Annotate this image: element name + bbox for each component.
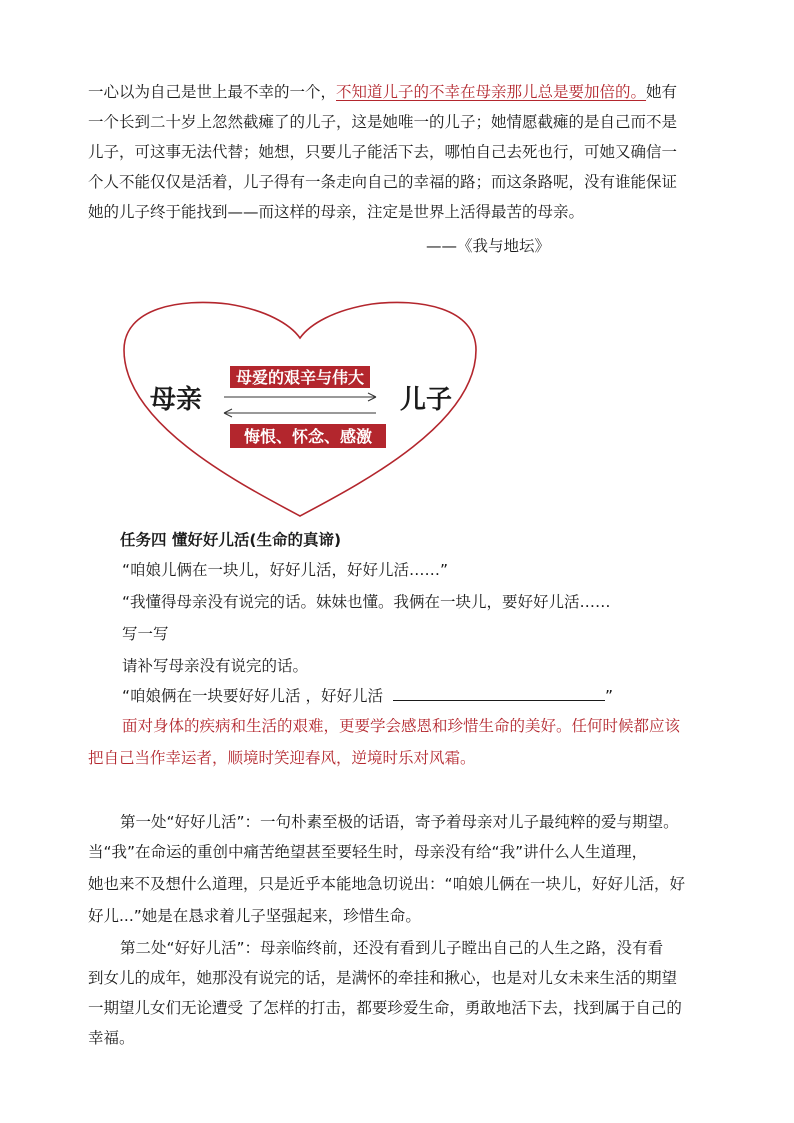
- answer-line-1: 面对身体的疾病和生活的艰难，更要学会感恩和珍惜生命的美好。任何时候都应该: [122, 717, 681, 735]
- quote-son: “我懂得母亲没有说完的话。妹妹也懂。我俩在一块儿，要好好儿活……: [122, 593, 611, 611]
- analysis-p1-line-3: 她也来不及想什么道理，只是近乎本能地急切说出：“咱娘儿俩在一块儿，好好儿活，好: [88, 875, 686, 893]
- answer-line-2: 把自己当作幸运者，顺境时笑迎春风，逆境时乐对风霜。: [88, 749, 476, 767]
- quote-line-1: [88, 82, 708, 102]
- analysis-p1-line-1: 第一处“好好儿活”：一句朴素至极的话语，寄予着母亲对儿子最纯粹的爱与期望。: [120, 813, 679, 831]
- analysis-p1-line-2: 当“我”在命运的重创中痛苦绝望甚至要轻生时，母亲没有给“我”讲什么人生道理，: [88, 843, 648, 861]
- task-heading: 任务四 懂好好儿活(生命的真谛): [120, 531, 342, 549]
- quote-line-3: 儿子，可这事无法代替；她想，只要儿子能活下去，哪怕自己去死也行，可她又确信一: [88, 143, 678, 161]
- fill-text: “咱娘俩在一块要好好儿活 ，好好儿活: [122, 687, 383, 705]
- analysis-p2-line-2: 到女儿的成年，她那没有说完的话，是满怀的牵挂和揪心，也是对儿女未来生活的期望: [88, 969, 678, 987]
- son-label: 儿子: [399, 385, 453, 415]
- mother-label: 母亲: [149, 385, 203, 415]
- quote-source: ——《我与地坛》: [426, 237, 551, 255]
- analysis-p1-line-4: 好儿...”她是在恳求着儿子坚强起来，珍惜生命。: [88, 907, 421, 925]
- quote-line-2: 一个长到二十岁上忽然截瘫了的儿子，这是她唯一的儿子；她情愿截瘫的是自己而不是: [88, 113, 678, 131]
- bottom-box-label: 悔恨、怀念、感激: [243, 427, 373, 446]
- top-box-label: 母爱的艰辛与伟大: [235, 368, 365, 387]
- analysis-p2-line-1: 第二处“好好儿活”：母亲临终前，还没有看到儿子瞠出自己的人生之路，没有看: [120, 939, 664, 957]
- quote-line-4: 个人不能仅仅是活着，儿子得有一条走向自己的幸福的路；而这条路呢，没有谁能保证: [88, 173, 678, 191]
- quote-mother: “咱娘儿俩在一块儿，好好儿活，好好儿活……”: [122, 561, 449, 579]
- quote-line-5: 她的儿子终于能找到——而这样的母亲，注定是世界上活得最苦的母亲。: [88, 203, 585, 221]
- fill-close: ”: [604, 687, 613, 705]
- quote-text: 她有: [646, 83, 678, 101]
- quote-highlight: 不知道儿子的不幸在母亲那儿总是要加倍的。: [336, 83, 647, 101]
- task-prompt: 请补写母亲没有说完的话。: [122, 657, 309, 675]
- quote-text: 一心以为自己是世上最不幸的一个，: [88, 83, 337, 101]
- write-title: 写一写: [122, 625, 169, 643]
- heart-diagram: [120, 294, 480, 522]
- fill-line: [122, 686, 742, 706]
- analysis-p2-line-4: 幸福。: [88, 1029, 135, 1047]
- analysis-p2-line-3: 一期望儿女们无论遭受 了怎样的打击，都要珍爱生命，勇敢地活下去，找到属于自己的: [88, 999, 682, 1017]
- fill-blank[interactable]: [393, 686, 605, 701]
